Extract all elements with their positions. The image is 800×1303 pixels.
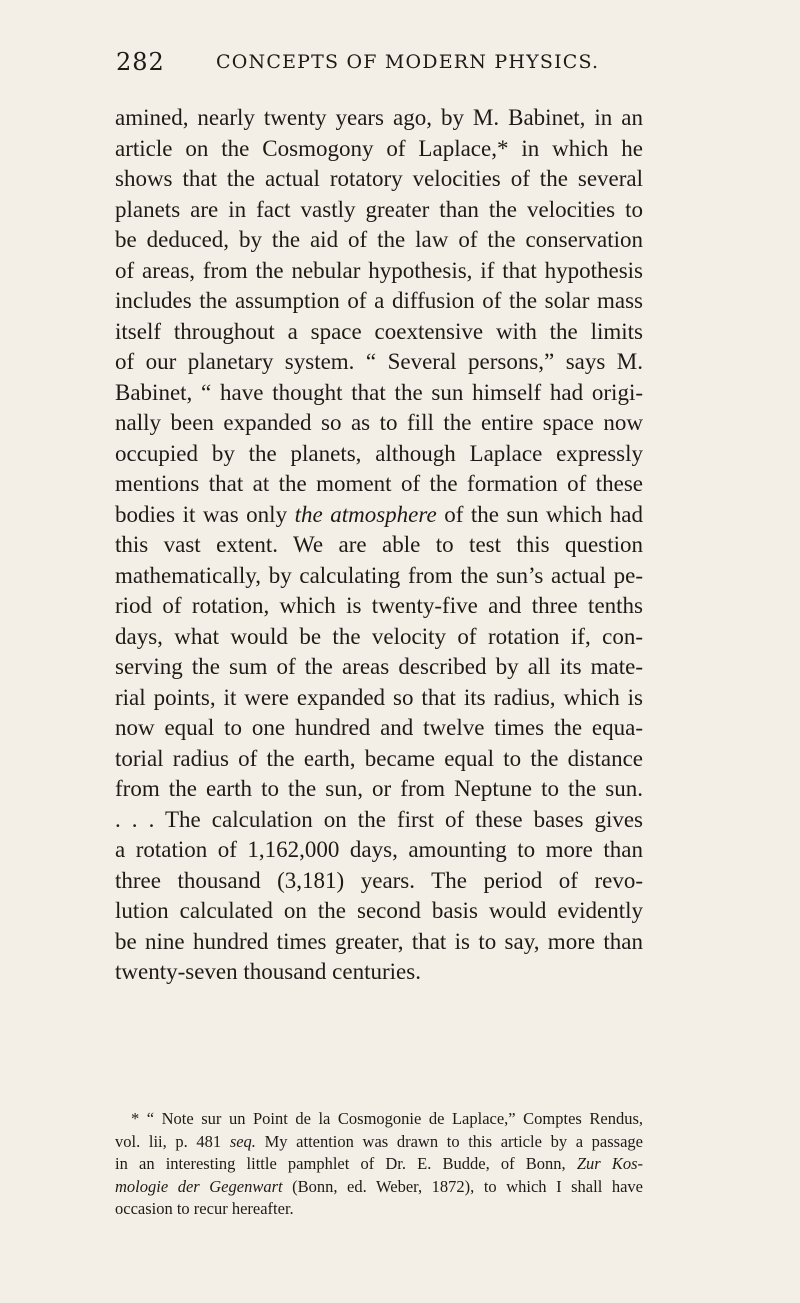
body-line: mathematically, by calculating from the sun’s actual pe- [115, 562, 643, 588]
body-line: amined, nearly twenty years ago, by M. Babinet, in an [115, 105, 643, 130]
body-line: this vast extent. We are able to test this question [115, 532, 643, 557]
footnote-line: occasion to recur hereafter. [115, 1199, 294, 1218]
running-head: CONCEPTS OF MODERN PHYSICS. [216, 51, 600, 73]
body-line: article on the Cosmogony of Laplace,* in which he [115, 135, 643, 161]
page-header [116, 48, 636, 82]
body-line: itself throughout a space coextensive with the limits [115, 318, 643, 344]
body-line: now equal to one hundred and twelve times the equa- [115, 715, 643, 740]
body-line: riod of rotation, which is twenty-five and three tenths [115, 593, 643, 618]
footnote-line: vol. lii, p. 481 seq. My attention was drawn to this article by a passage [115, 1131, 643, 1151]
footnote [115, 1108, 643, 1221]
body-line: torial radius of the earth, became equal to the distance [115, 745, 643, 771]
body-line: . . . The calculation on the first of these bases gives [115, 806, 643, 832]
page-number: 282 [116, 48, 165, 76]
body-line: be deduced, by the aid of the law of the conservation [115, 227, 643, 252]
body-line: a rotation of 1,162,000 days, amounting to more than [115, 837, 643, 862]
body-line: lution calculated on the second basis would evidently [115, 898, 643, 923]
footnote-line: * “ Note sur un Point de la Cosmogonie de Laplace,” Comptes Rendus, [131, 1109, 643, 1128]
body-line: three thousand (3,181) years. The period of revo- [115, 867, 643, 893]
body-line-with-italic: bodies it was only the atmosphere of the sun which had [115, 501, 643, 527]
body-text [115, 103, 643, 988]
body-line: rial points, it were expanded so that its radius, which is [115, 684, 643, 710]
body-line: of areas, from the nebular hypothesis, if that hypothesis [115, 257, 643, 283]
body-line: days, what would be the velocity of rotation if, con- [115, 623, 643, 649]
body-line: serving the sum of the areas described by all its mate- [115, 654, 643, 679]
body-line: includes the assumption of a diffusion of the solar mass [115, 288, 643, 313]
body-line: nally been expanded so as to fill the entire space now [115, 410, 643, 435]
footnote-italic: seq. [229, 1131, 256, 1151]
body-line: from the earth to the sun, or from Neptune to the sun. [115, 776, 643, 801]
italic-emphasis: the atmosphere [294, 501, 437, 527]
body-line: planets are in fact vastly greater than the velocities to [115, 196, 643, 222]
body-line: twenty-seven thousand centuries. [115, 959, 421, 984]
body-line: shows that the actual rotatory velocities of the several [115, 166, 643, 191]
body-line: be nine hundred times greater, that is to say, more than [115, 928, 643, 954]
body-line: of our planetary system. “ Several persons,” says M. [115, 349, 643, 374]
footnote-line: in an interesting little pamphlet of Dr. E. Budde, of Bonn, Zur Kos- [115, 1154, 643, 1173]
footnote-line: mologie der Gegenwart (Bonn, ed. Weber, 1872), to which I shall have [115, 1176, 643, 1196]
body-line: occupied by the planets, although Laplace expressly [115, 440, 643, 466]
footnote-italic: mologie der Gegenwart [115, 1176, 283, 1196]
body-line: Babinet, “ have thought that the sun himself had origi- [115, 379, 643, 405]
footnote-italic: Zur Kos- [576, 1154, 643, 1173]
body-line: mentions that at the moment of the formation of these [115, 471, 643, 496]
